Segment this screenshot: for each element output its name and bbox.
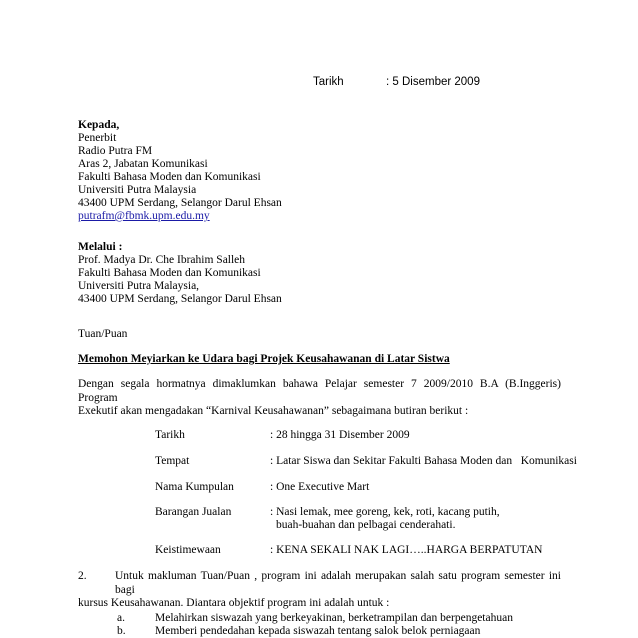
section2-line: Untuk makluman Tuan/Puan , program ini adalah merupakan salah satu program semester ini bagi: [115, 570, 561, 596]
recipient-address: [78, 119, 282, 223]
detail-label: Keistimewaan: [155, 544, 221, 556]
recipient-email-link[interactable]: putrafm@fbmk.upm.edu.my: [78, 210, 210, 222]
recipient-line: 43400 UPM Serdang, Selangor Darul Ehsan: [78, 197, 282, 209]
detail-label: Nama Kumpulan: [155, 481, 234, 493]
objective-marker: b.: [117, 625, 126, 637]
via-heading: Melalui :: [78, 241, 123, 253]
date-value: : 5 Disember 2009: [386, 76, 480, 88]
date-label: Tarikh: [313, 76, 344, 88]
recipient-heading: Kepada,: [78, 119, 120, 131]
intro-paragraph: [78, 378, 561, 419]
objective-text: Memberi pendedahan kepada siswazah tentang salok belok perniagaan: [155, 625, 481, 637]
via-line: Prof. Madya Dr. Che Ibrahim Salleh: [78, 254, 246, 266]
intro-line: Exekutif akan mengadakan “Karnival Keusahawanan” sebagaimana butiran berikut :: [78, 405, 469, 417]
detail-value-continued: buah-buahan dan pelbagai cenderahati.: [276, 519, 456, 531]
detail-label: Barangan Jualan: [155, 506, 232, 518]
detail-value: : 28 hingga 31 Disember 2009: [270, 429, 410, 441]
recipient-line: Universiti Putra Malaysia: [78, 184, 197, 196]
objective-marker: a.: [117, 612, 125, 624]
salutation: Tuan/Puan: [78, 328, 128, 340]
via-line: Universiti Putra Malaysia,: [78, 280, 200, 292]
subject-line: Memohon Meyiarkan ke Udara bagi Projek Keusahawanan di Latar Sistwa: [78, 353, 450, 365]
detail-label: Tempat: [155, 455, 190, 467]
via-line: 43400 UPM Serdang, Selangor Darul Ehsan: [78, 293, 282, 305]
recipient-line: Penerbit: [78, 132, 117, 144]
section-number: 2.: [78, 570, 87, 582]
recipient-line: Aras 2, Jabatan Komunikasi: [78, 158, 208, 170]
via-line: Fakulti Bahasa Moden dan Komunikasi: [78, 267, 261, 279]
detail-value: : Nasi lemak, mee goreng, kek, roti, kacang putih,: [270, 506, 500, 518]
section2-line: kursus Keusahawanan. Diantara objektif program ini adalah untuk :: [78, 597, 390, 609]
detail-value: : One Executive Mart: [270, 481, 370, 493]
via-address: [78, 241, 282, 306]
objective-text: Melahirkan siswazah yang berkeyakinan, berketrampilan dan berpengetahuan: [155, 612, 513, 624]
detail-label: Tarikh: [155, 429, 185, 441]
intro-line: Dengan segala hormatnya dimaklumkan bahawa Pelajar semester 7 2009/2010 B.A (B.Inggeris) Program: [78, 378, 561, 404]
section2-paragraph: [78, 570, 561, 611]
detail-value: : Latar Siswa dan Sekitar Fakulti Bahasa Moden dan Komunikasi: [270, 455, 577, 467]
recipient-line: Fakulti Bahasa Moden dan Komunikasi: [78, 171, 261, 183]
detail-value: : KENA SEKALI NAK LAGI…..HARGA BERPATUTAN: [270, 544, 543, 556]
recipient-line: Radio Putra FM: [78, 145, 153, 157]
